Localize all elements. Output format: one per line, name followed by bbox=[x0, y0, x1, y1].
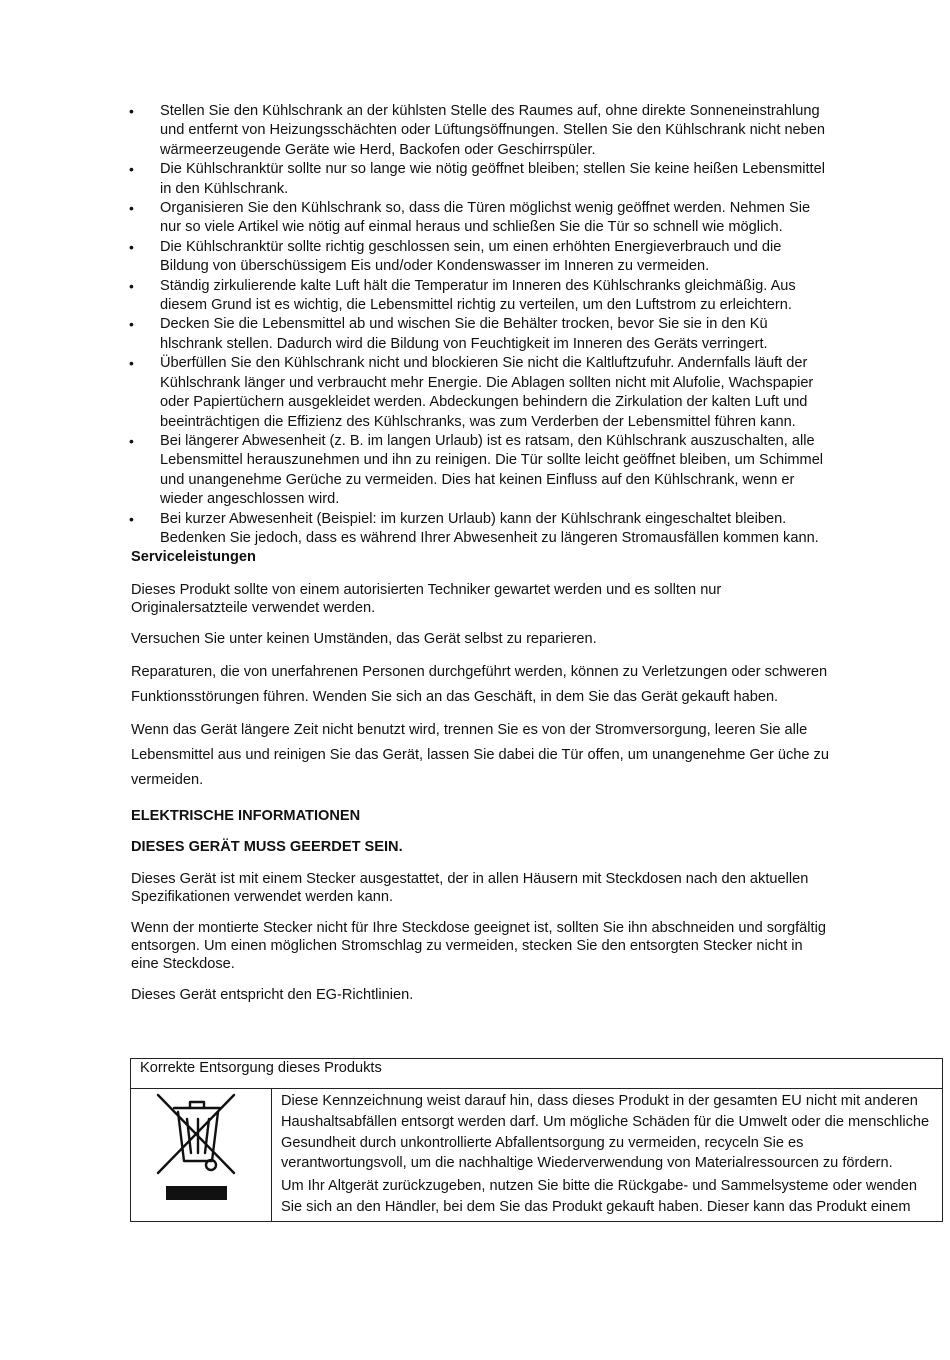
grounding-warning: DIESES GERÄT MUSS GEERDET SEIN. bbox=[131, 839, 403, 856]
list-item: • Die Kühlschranktür sollte nur so lange wie nötig geöffnet bleiben; stellen Sie keine heißen Lebensmittel in den Kühlschrank. bbox=[131, 160, 831, 199]
disposal-paragraph-2: Um Ihr Altgerät zurückzugeben, nutzen Sie bitte die Rückgabe- und Sammelsysteme oder wenden Sie sich an den Händler, bei dem Sie das Produkt gekauft haben. Dieser kann das Produkt einem bbox=[281, 1178, 917, 1215]
service-paragraph-4: Wenn das Gerät längere Zeit nicht benutzt wird, trennen Sie es von der Stromversorgung, leeren Sie alle Lebensmittel aus und reinigen Sie das Gerät, lassen Sie dabei die Tür offen, um unangenehme Ger üche zu vermeiden. bbox=[131, 722, 829, 789]
disposal-icon-cell bbox=[131, 1089, 272, 1222]
disposal-caption: Korrekte Entsorgung dieses Produkts bbox=[131, 1059, 942, 1089]
electrical-heading: ELEKTRISCHE INFORMATIONEN bbox=[131, 808, 361, 825]
list-item: • Überfüllen Sie den Kühlschrank nicht und blockieren Sie nicht die Kaltluftzufuhr. Andernfalls läuft der Kühlschrank länger und verbraucht mehr Energie. Die Ablagen sollten nicht mit Alufolie, Wachspapier oder Papiertüchern ausgekleidet werden. Abdeckungen behindern die Zirkulation der kalten Luft und beeinträchtigen die Effizienz des Kühlschranks, was zum Verderben der Lebensmittel führen kann. bbox=[131, 354, 831, 432]
list-item: • Stellen Sie den Kühlschrank an der kühlsten Stelle des Raumes auf, ohne direkte Sonneneinstrahlung und entfernt von Heizungsschächten oder Lüftungsöffnungen. Stellen Sie den Kühlschrank nicht neben wärmeerzeugende Geräte wie Herd, Backofen oder Geschirrspüler. bbox=[131, 102, 831, 160]
service-paragraph-2: Versuchen Sie unter keinen Umständen, das Gerät selbst zu reparieren. bbox=[131, 631, 597, 648]
list-item: • Bei kurzer Abwesenheit (Beispiel: im kurzen Urlaub) kann der Kühlschrank eingeschaltet bleiben. Bedenken Sie jedoch, dass es während Ihrer Abwesenheit zu längeren Stromausfällen kommen kann. bbox=[131, 510, 831, 549]
disposal-text-cell bbox=[272, 1089, 942, 1222]
disposal-row bbox=[131, 1089, 942, 1222]
electrical-paragraph-2: Wenn der montierte Stecker nicht für Ihre Steckdose geeignet ist, sollten Sie ihn abschneiden und sorgfältig entsorgen. Um einen möglichen Stromschlag zu vermeiden, stecken Sie den entsorgten Stecker nicht in eine Steckdose. bbox=[131, 920, 826, 973]
service-paragraph-3: Reparaturen, die von unerfahrenen Personen durchgeführt werden, können zu Verletzungen oder schweren Funktionsstörungen führen. Wenden Sie sich an das Geschäft, in dem Sie das Gerät gekauft haben. bbox=[131, 664, 828, 706]
list-item: • Bei längerer Abwesenheit (z. B. im langen Urlaub) ist es ratsam, den Kühlschrank auszuschalten, alle Lebensmittel herauszunehmen und ihn zu reinigen. Die Tür sollte leicht geöffnet bleiben, um Schimmel und unangenehme Gerüche zu vermeiden. Dies hat keinen Einfluss auf den Kühlschrank, wenn er wieder angeschlossen wird. bbox=[131, 432, 831, 510]
electrical-paragraph-3: Dieses Gerät entspricht den EG-Richtlinien. bbox=[131, 987, 414, 1004]
disposal-paragraph-1b: verantwortungsvoll, um die nachhaltige Wiederverwendung von Materialressourcen zu fördern. bbox=[281, 1155, 893, 1171]
service-paragraph-1: Dieses Produkt sollte von einem autorisierten Techniker gewartet werden und es sollten nur Originalersatzteile verwendet werden. bbox=[131, 582, 722, 617]
service-heading: Serviceleistungen bbox=[131, 549, 256, 566]
weee-crossed-out-bin-icon bbox=[154, 1091, 244, 1209]
list-item: • Ständig zirkulierende kalte Luft hält die Temperatur im Inneren des Kühlschranks gleichmäßig. Aus diesem Grund ist es wichtig, die Lebensmittel richtig zu verteilen, um den Luftstrom zu erleichtern. bbox=[131, 277, 831, 316]
list-item: • Die Kühlschranktür sollte richtig geschlossen sein, um einen erhöhten Energieverbrauch und die Bildung von überschüssigem Eis und/oder Kondenswasser im Inneren zu vermeiden. bbox=[131, 238, 831, 277]
list-item: • Organisieren Sie den Kühlschrank so, dass die Türen möglichst wenig geöffnet werden. Nehmen Sie nur so viele Artikel wie nötig auf einmal heraus und schließen Sie die Tür so schnell wie möglich. bbox=[131, 199, 831, 238]
list-item: • Decken Sie die Lebensmittel ab und wischen Sie die Behälter trocken, bevor Sie sie in den Kü hlschrank stellen. Dadurch wird die Bildung von Feuchtigkeit im Inneren des Geräts verringert. bbox=[131, 315, 831, 354]
disposal-table bbox=[130, 1058, 943, 1222]
electrical-paragraph-1: Dieses Gerät ist mit einem Stecker ausgestattet, der in allen Häusern mit Steckdosen nach den aktuellen Spezifikationen verwendet werden kann. bbox=[131, 871, 809, 906]
energy-tips-list bbox=[131, 102, 831, 548]
disposal-paragraph-1a: Diese Kennzeichnung weist darauf hin, dass dieses Produkt in der gesamten EU nicht mit anderen Haushaltsabfällen entsorgt werden darf. Um mögliche Schäden für die Umwelt oder die menschliche Gesundheit durch unkontrollierte Abfallentsorgung zu vermeiden, recyceln Sie es bbox=[281, 1093, 930, 1151]
manual-page bbox=[131, 102, 831, 1004]
